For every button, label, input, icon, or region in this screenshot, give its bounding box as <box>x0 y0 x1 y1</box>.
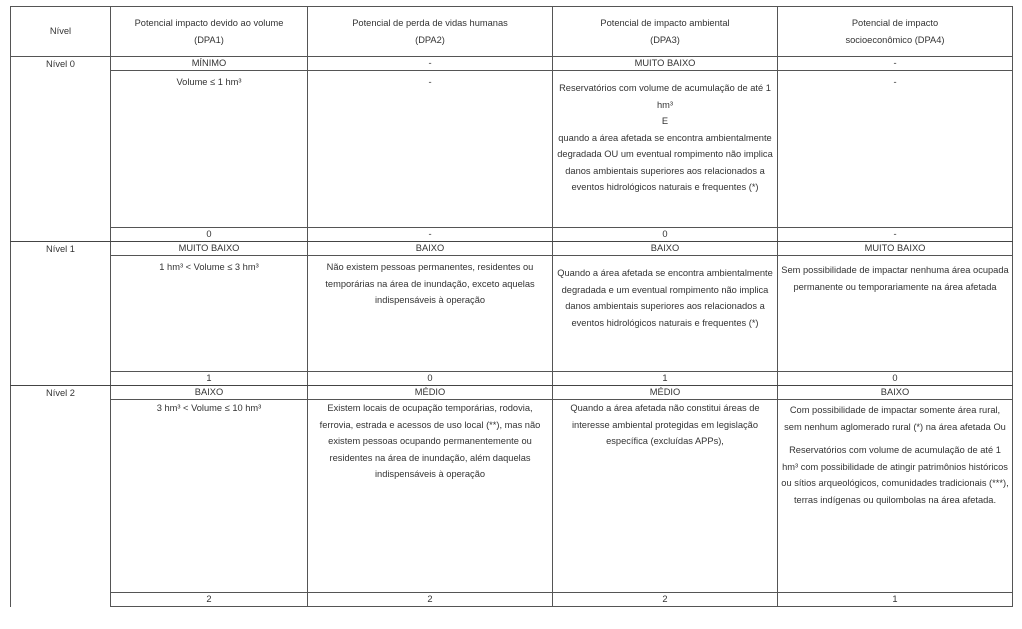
header-dpa2 <box>308 7 553 57</box>
level0-dpa3-desc-part2: E <box>661 116 669 126</box>
level0-dpa2-desc: - <box>308 71 553 228</box>
level1-dpa2-label: BAIXO <box>308 242 553 256</box>
level2-dpa1-label: BAIXO <box>111 386 308 400</box>
level2-dpa3-desc: Quando a área afetada não constitui áreas de interesse ambiental protegidas em legislação específica (excluídas APPs), <box>553 400 778 593</box>
level2-dpa3-score: 2 <box>553 593 778 607</box>
level2-dpa4-desc <box>778 400 1013 593</box>
level2-dpa4-desc-part2: Reservatórios com volume de acumulação de até 1 hm³ com possibilidade de atingir patrimônios históricos ou sítios arqueológicos, comunidades tradicionais (***), terras indígenas ou quilombolas na área afetada. <box>781 445 1009 505</box>
level2-score-row <box>11 593 1013 607</box>
header-dpa2-line1: Potencial de perda de vidas humanas <box>352 18 508 28</box>
level2-dpa4-desc-part1: Com possibilidade de impactar somente área rural, sem nenhum aglomerado rural (*) na área afetada Ou <box>784 405 1006 432</box>
level0-desc-row <box>11 71 1013 228</box>
level1-dpa1-score: 1 <box>111 372 308 386</box>
level2-label-row <box>11 386 1013 400</box>
level0-dpa3-label: MUITO BAIXO <box>553 57 778 71</box>
level0-dpa3-desc-part1: Reservatórios com volume de acumulação de até 1 hm³ <box>559 83 771 110</box>
header-dpa4-line1: Potencial de impacto <box>851 18 939 28</box>
level0-score-row <box>11 228 1013 242</box>
level1-dpa3-label: BAIXO <box>553 242 778 256</box>
level1-dpa4-score: 0 <box>778 372 1013 386</box>
level2-dpa1-score: 2 <box>111 593 308 607</box>
level1-dpa1-label: MUITO BAIXO <box>111 242 308 256</box>
dpa-classification-table <box>10 6 1013 607</box>
header-dpa1-line2: (DPA1) <box>194 34 224 45</box>
header-dpa3-line2: (DPA3) <box>650 34 680 45</box>
level2-dpa2-score: 2 <box>308 593 553 607</box>
header-dpa1 <box>111 7 308 57</box>
level0-dpa1-score: 0 <box>111 228 308 242</box>
level1-dpa1-desc: 1 hm³ < Volume ≤ 3 hm³ <box>111 256 308 372</box>
level1-dpa4-desc: Sem possibilidade de impactar nenhuma área ocupada permanente ou temporariamente na área afetada <box>778 256 1013 372</box>
header-row <box>11 7 1013 57</box>
level2-dpa4-score: 1 <box>778 593 1013 607</box>
header-dpa3 <box>553 7 778 57</box>
level0-dpa1-label: MÍNIMO <box>111 57 308 71</box>
level1-dpa3-score: 1 <box>553 372 778 386</box>
level2-desc-row <box>11 400 1013 593</box>
level2-dpa3-label: MÉDIO <box>553 386 778 400</box>
level1-dpa3-desc: Quando a área afetada se encontra ambientalmente degradada e um eventual rompimento não implica danos ambientais superiores aos relacionados a eventos hidrológicos naturais e frequentes (*) <box>553 256 778 372</box>
level2-dpa1-desc: 3 hm³ < Volume ≤ 10 hm³ <box>111 400 308 593</box>
level2-dpa4-label: BAIXO <box>778 386 1013 400</box>
header-dpa4 <box>778 7 1013 57</box>
level2-name: Nível 2 <box>11 386 111 607</box>
level2-dpa2-desc: Existem locais de ocupação temporárias, rodovia, ferrovia, estrada e acessos de uso local (**), mas não existem pessoas ocupando permanentemente ou residentes na área de inundação, além daquelas indispensáveis à operação <box>308 400 553 593</box>
level1-dpa2-score: 0 <box>308 372 553 386</box>
header-dpa2-line2: (DPA2) <box>415 34 445 45</box>
level0-dpa2-label: - <box>308 57 553 71</box>
level0-dpa4-label: - <box>778 57 1013 71</box>
header-dpa1-line1: Potencial impacto devido ao volume <box>134 18 284 28</box>
header-dpa3-line1: Potencial de impacto ambiental <box>600 18 730 28</box>
level0-dpa3-score: 0 <box>553 228 778 242</box>
level1-dpa2-desc: Não existem pessoas permanentes, residentes ou temporárias na área de inundação, exceto aquelas indispensáveis à operação <box>308 256 553 372</box>
level0-dpa2-score: - <box>308 228 553 242</box>
level1-name: Nível 1 <box>11 242 111 386</box>
level0-dpa3-desc-part3: quando a área afetada se encontra ambientalmente degradada OU um eventual rompimento não implica danos ambientais superiores aos relacionados a eventos hidrológicos naturais e frequentes (*) <box>557 132 773 192</box>
level0-dpa4-desc: - <box>778 71 1013 228</box>
level0-label-row <box>11 57 1013 71</box>
level1-dpa4-label: MUITO BAIXO <box>778 242 1013 256</box>
level0-dpa4-score: - <box>778 228 1013 242</box>
level0-name: Nível 0 <box>11 57 111 242</box>
level1-label-row <box>11 242 1013 256</box>
level0-dpa3-desc <box>553 71 778 228</box>
level1-score-row <box>11 372 1013 386</box>
header-dpa4-line2: socioeconômico (DPA4) <box>845 34 945 45</box>
level2-dpa2-label: MÉDIO <box>308 386 553 400</box>
level0-dpa1-desc: Volume ≤ 1 hm³ <box>111 71 308 228</box>
header-level: Nível <box>11 7 111 57</box>
level1-desc-row <box>11 256 1013 372</box>
